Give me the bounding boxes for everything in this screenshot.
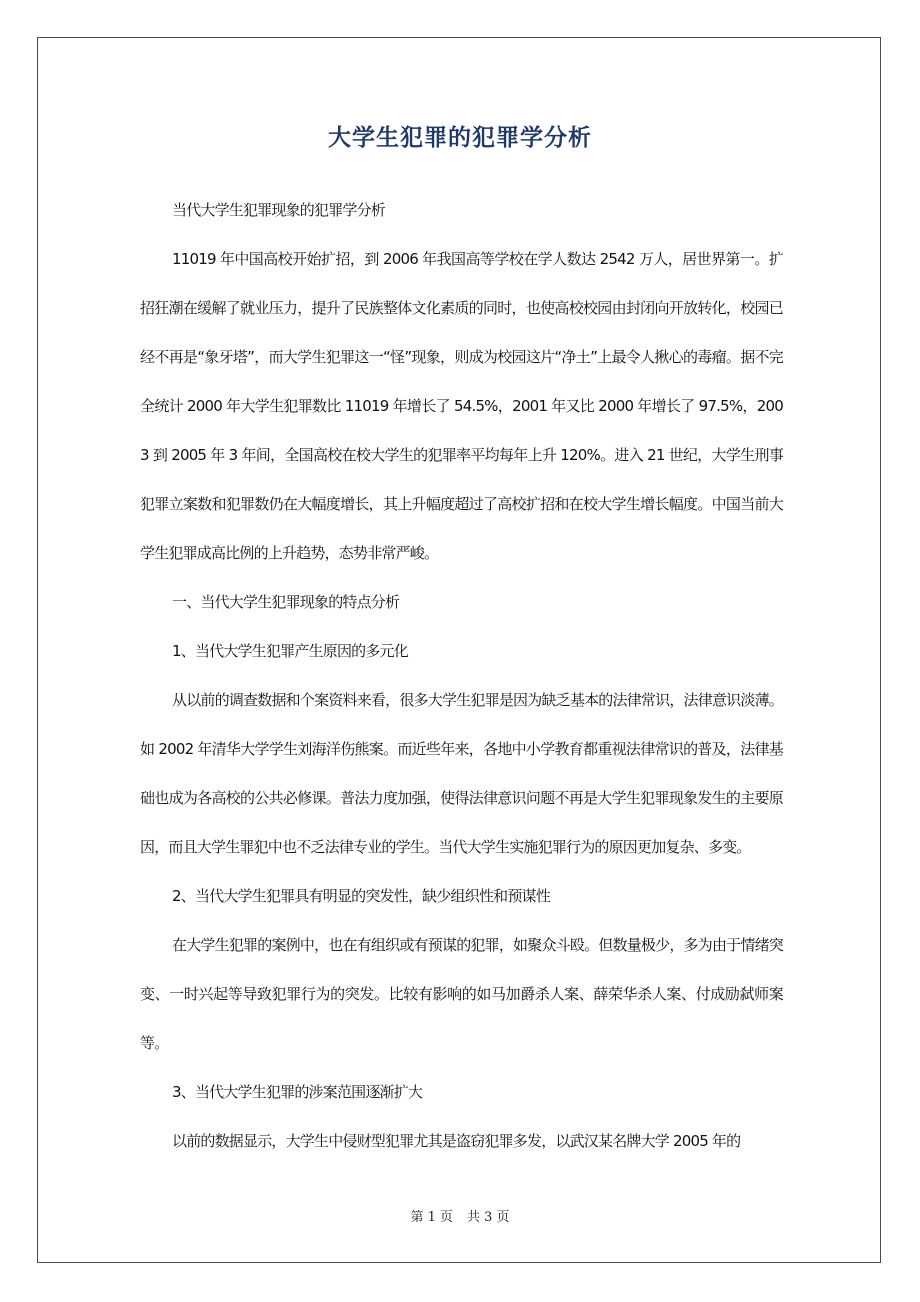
- page-footer: [38, 1208, 882, 1228]
- document-title: 大学生犯罪的犯罪学分析: [328, 125, 592, 151]
- section-heading: 一、当代大学生犯罪现象的特点分析: [172, 593, 400, 611]
- page-number: 第 1 页: [410, 1210, 453, 1225]
- subsection-heading-3: 3、当代大学生犯罪的涉案范围逐渐扩大: [172, 1083, 423, 1101]
- subsection-heading-2: 2、当代大学生犯罪具有明显的突发性，缺少组织性和预谋性: [172, 887, 550, 905]
- paragraph-intro: 11019 年中国高校开始扩招，到 2006 年我国高等学校在学人数达 2542 万人，居世界第一。扩招狂潮在缓解了就业压力，提升了民族整体文化素质的同时，也使高校校园由封闭向开放转化，校园已经不再是“象牙塔”，而大学生犯罪这一“怪”现象，则成为校园这片“净土”上最令人揪心的毒瘤。据不完全统计 2000 年大学生犯罪数比 11019 年增长了 54.5%，2001 年又比 2000 年增长了 97.5%，2003 到 2005 年 3 年间，全国高校在校大学生的犯罪率平均每年上升 120%。进入 21 世纪，大学生刑事犯罪立案数和犯罪数仍在大幅度增长，其上升幅度超过了高校扩招和在校大学生增长幅度。中国当前大学生犯罪成高比例的上升趋势，态势非常严峻。: [140, 250, 784, 562]
- document-body: [140, 186, 783, 1166]
- page-total: 共 3 页: [467, 1210, 510, 1225]
- paragraph: 在大学生犯罪的案例中，也在有组织或有预谋的犯罪，如聚众斗殴。但数量极少，多为由于情绪突变、一时兴起等导致犯罪行为的突发。比较有影响的如马加爵杀人案、薛荣华杀人案、付成励弑师案等。: [140, 936, 783, 1052]
- subsection-heading-1: 1、当代大学生犯罪产生原因的多元化: [172, 642, 408, 660]
- paragraph: 以前的数据显示，大学生中侵财型犯罪尤其是盗窃犯罪多发，以武汉某名牌大学 2005 年的: [172, 1132, 741, 1150]
- paragraph: 从以前的调查数据和个案资料来看，很多大学生犯罪是因为缺乏基本的法律常识，法律意识淡薄。如 2002 年清华大学学生刘海洋伤熊案。而近些年来，各地中小学教育都重视法律常识的普及，法律基础也成为各高校的公共必修课。普法力度加强，使得法律意识问题不再是大学生犯罪现象发生的主要原因，而且大学生罪犯中也不乏法律专业的学生。当代大学生实施犯罪行为的原因更加复杂、多变。: [140, 691, 783, 856]
- paragraph-subtitle: 当代大学生犯罪现象的犯罪学分析: [172, 201, 386, 219]
- page: [37, 37, 881, 1263]
